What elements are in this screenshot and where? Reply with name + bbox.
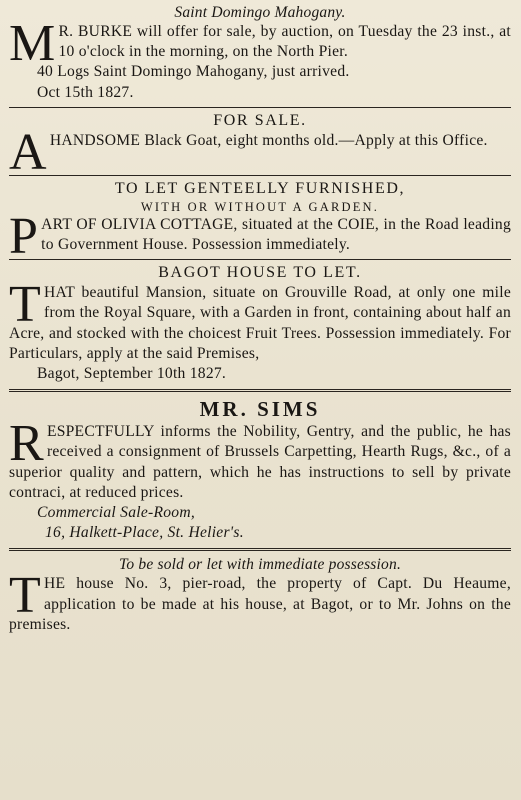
ad-body xyxy=(9,567,511,635)
drop-cap: T xyxy=(9,567,42,625)
ad-heading: Saint Domingo Mahogany. xyxy=(174,4,346,21)
ad-body xyxy=(9,415,511,503)
divider xyxy=(9,389,511,392)
drop-cap: T xyxy=(9,276,42,334)
divider xyxy=(9,548,511,551)
ad-house-pier-road xyxy=(9,555,511,635)
ad-heading: FOR SALE. xyxy=(213,111,307,129)
ad-signoff: Bagot, September 10th 1827. xyxy=(37,365,227,383)
ad-address-line: 16, Halkett-Place, St. Helier's. xyxy=(45,524,244,542)
ad-line: 40 Logs Saint Domingo Mahogany, just arrived. xyxy=(37,63,350,81)
drop-cap: M xyxy=(9,15,56,72)
divider xyxy=(9,175,511,176)
ad-subheading: WITH OR WITHOUT A GARDEN. xyxy=(140,199,380,214)
ad-goat xyxy=(9,111,511,181)
ad-text: HAT beautiful Mansion, situate on Grouville Road, at only one mile from the Royal Square, with a Garden in front, containing about half an Acre, and stocked with the choicest Fruit Trees. Possession immediately. For Particulars, apply at the said Premises, xyxy=(9,284,511,362)
ad-address-line: Commercial Sale-Room, xyxy=(37,504,195,522)
ad-heading: MR. SIMS xyxy=(199,397,321,422)
ad-mr-sims xyxy=(9,396,511,543)
ad-bagot-house xyxy=(9,263,511,384)
ad-mahogany xyxy=(9,3,511,103)
ad-heading: TO LET GENTEELLY FURNISHED, xyxy=(114,179,406,197)
ad-body xyxy=(9,123,511,181)
ad-heading: BAGOT HOUSE TO LET. xyxy=(158,264,362,282)
ad-cottage xyxy=(9,179,511,265)
ad-body xyxy=(9,276,511,364)
drop-cap: A xyxy=(9,123,47,181)
ad-date: Oct 15th 1827. xyxy=(37,83,134,101)
ad-text: HE house No. 3, pier-road, the property of Capt. Du Heaume, application to be made at his house, at Bagot, or to Mr. Johns on the premises. xyxy=(9,575,511,633)
ad-text: R. BURKE will offer for sale, by auction, on Tuesday the 23 inst., at 10 o'clock in the morning, on the North Pier. xyxy=(58,23,511,61)
ad-text: HANDSOME Black Goat, eight months old.—Apply at this Office. xyxy=(49,131,488,149)
ad-text: ESPECTFULLY informs the Nobility, Gentry, and the public, he has received a consignment of Brussels Carpetting, Hearth Rugs, &c., of a superior quality and pattern, which he has instructions to sell by private contraci, at reduced prices. xyxy=(9,423,511,501)
divider xyxy=(9,107,511,108)
ad-text: ART OF OLIVIA COTTAGE, situated at the COIE, in the Road leading to Government House. Possession immediately. xyxy=(41,215,511,254)
divider xyxy=(9,259,511,260)
drop-cap: P xyxy=(9,207,39,265)
ad-heading: To be sold or let with immediate possession. xyxy=(118,556,402,574)
drop-cap: R xyxy=(9,415,44,473)
ad-body xyxy=(9,207,511,265)
